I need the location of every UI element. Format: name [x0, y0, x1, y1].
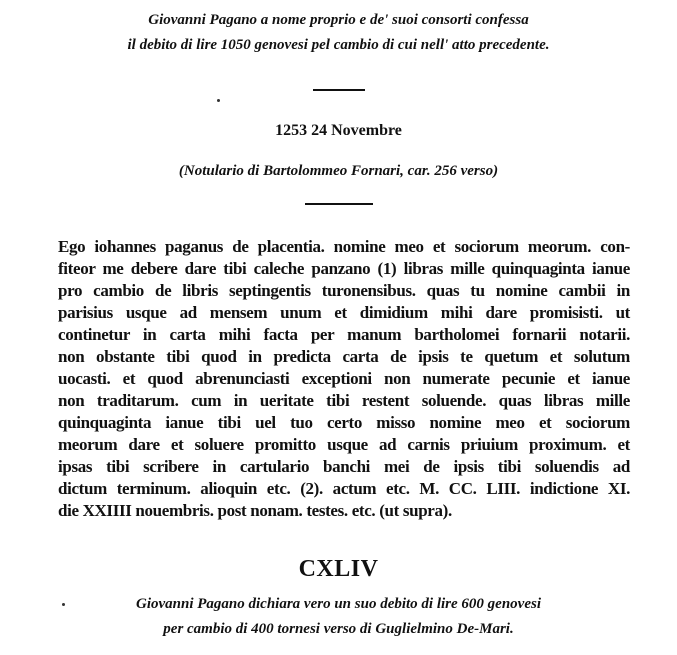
doc2-summary-line-2: per cambio di 400 tornesi verso di Guglielmino De-Mari. [163, 621, 514, 637]
body-line: meorum dare et soluere promitto usque ad carnis priuium proximum. et [58, 435, 630, 454]
doc1-summary-line-1: Giovanni Pagano a nome proprio e de' suoi consorti confessa [148, 12, 529, 28]
doc1-date: 1253 24 Novembre [275, 122, 402, 139]
doc1-summary-line-2: il debito di lire 1050 genovesi pel cambio di cui nell' atto precedente. [127, 37, 550, 53]
body-line: non obstante tibi quod in predicta carta de ipsis te quetum et solutum [58, 347, 630, 366]
body-line: uocasti. et quod abrenunciasti exceptioni non numerate pecunie et ianue [58, 369, 630, 388]
body-line: non traditarum. cum in ueritate tibi restent soluende. quas libras mille [58, 391, 630, 410]
body-line: ipsas tibi scribere in cartulario banchi mei de ipsis tibi soluendis ad [58, 457, 630, 476]
print-speck [217, 99, 220, 102]
separator-rule-2 [305, 203, 373, 205]
body-line: continetur in carta mihi facta per manum bartholomei fornarii notarii. [58, 325, 630, 344]
doc2-summary-line-1: Giovanni Pagano dichiara vero un suo debito di lire 600 genovesi [135, 596, 541, 612]
body-line: quinquaginta ianue tibi uel tuo certo misso nomine meo et sociorum [58, 413, 630, 432]
doc1-source: (Notulario di Bartolommeo Fornari, car. 256 verso) [178, 163, 499, 179]
doc2-number: CXLIV [298, 556, 379, 582]
body-line: pro cambio de libris septingentis turonensibus. quas tu nomine cambii in [58, 281, 630, 300]
body-line: Ego iohannes paganus de placentia. nomine meo et sociorum meorum. con- [58, 237, 630, 256]
body-line-last: die XXIIII nouembris. post nonam. testes. etc. (ut supra). [58, 501, 452, 520]
body-line: parisius usque ad mensem unum et dimidium mihi dare promisisti. ut [58, 303, 630, 322]
body-line: dictum terminum. alioquin etc. (2). actum etc. M. CC. LIII. indictione XI. [58, 479, 630, 498]
separator-rule-1 [313, 89, 365, 91]
body-line: fiteor me debere dare tibi caleche panzano (1) libras mille quinquaginta ianue [58, 259, 630, 278]
